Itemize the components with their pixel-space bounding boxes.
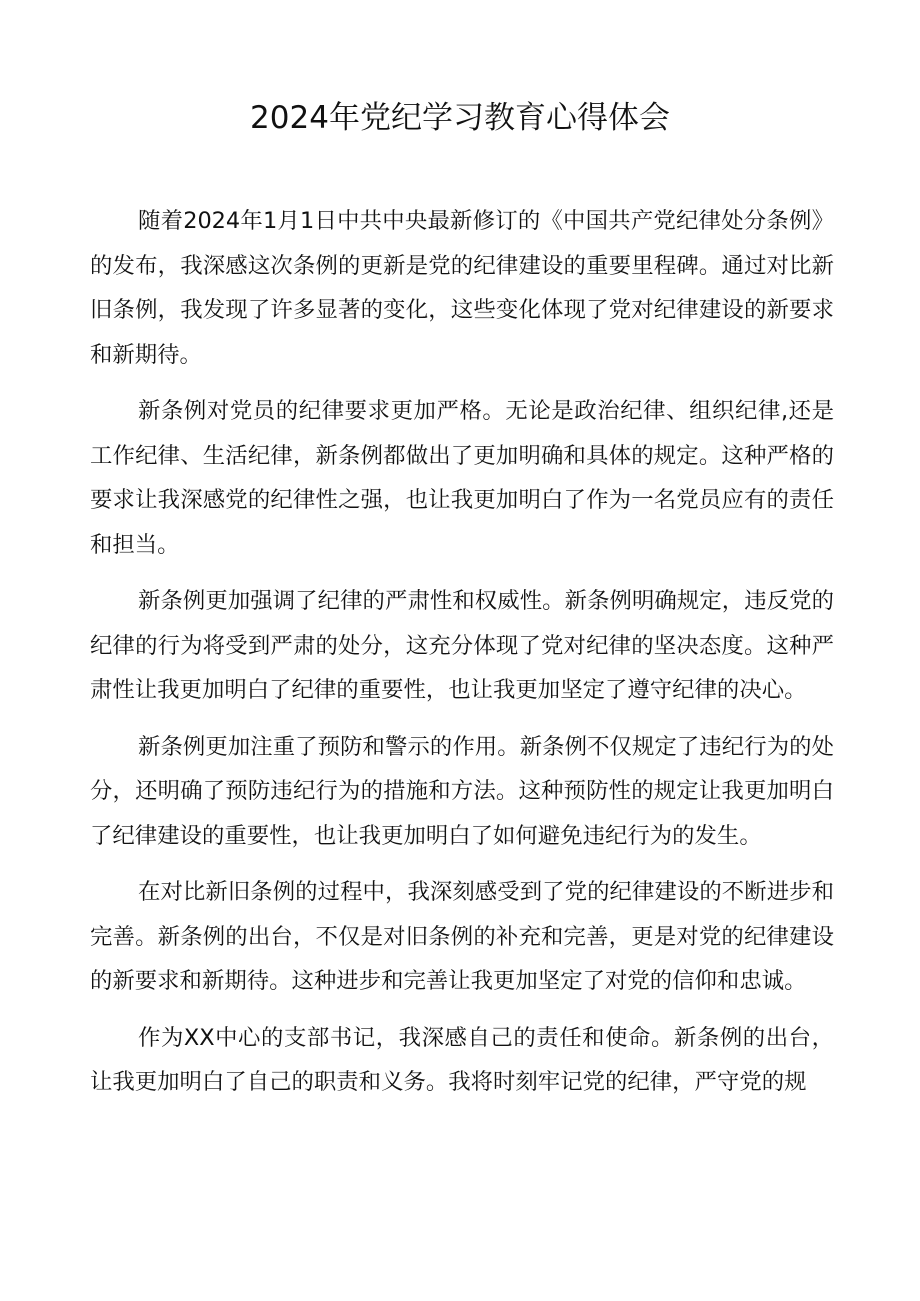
- paragraph: 作为XX中心的支部书记，我深感自己的责任和使命。新条例的出台，让我更加明白了自己的职责和义务。我将时刻牢记党的纪律，严守党的规: [90, 1024, 834, 1095]
- document-body: [90, 199, 834, 1117]
- paragraph: 新条例对党员的纪律要求更加严格。无论是政治纪律、组织纪律,还是工作纪律、生活纪律，新条例都做出了更加明确和具体的规定。这种严格的要求让我深感党的纪律性之强，也让我更加明白了作为一名党员应有的责任和担当。: [90, 398, 834, 558]
- paragraph: 在对比新旧条例的过程中，我深刻感受到了党的纪律建设的不断进步和完善。新条例的出台，不仅是对旧条例的补充和完善，更是对党的纪律建设的新要求和新期待。这种进步和完善让我更加坚定了对党的信仰和忠诚。: [90, 879, 834, 994]
- document-title: 2024年党纪学习教育心得体会: [250, 100, 670, 136]
- paragraph: 新条例更加强调了纪律的严肃性和权威性。新条例明确规定，违反党的纪律的行为将受到严肃的处分，这充分体现了党对纪律的坚决态度。这种严肃性让我更加明白了纪律的重要性，也让我更加坚定了遵守纪律的决心。: [90, 588, 834, 703]
- paragraph: 随着2024年1月1日中共中央最新修订的《中国共产党纪律处分条例》的发布，我深感这次条例的更新是党的纪律建设的重要里程碑。通过对比新旧条例，我发现了许多显著的变化，这些变化体现了党对纪律建设的新要求和新期待。: [90, 208, 834, 368]
- paragraph: 新条例更加注重了预防和警示的作用。新条例不仅规定了违纪行为的处分，还明确了预防违纪行为的措施和方法。这种预防性的规定让我更加明白了纪律建设的重要性，也让我更加明白了如何避免违纪行为的发生。: [90, 733, 834, 849]
